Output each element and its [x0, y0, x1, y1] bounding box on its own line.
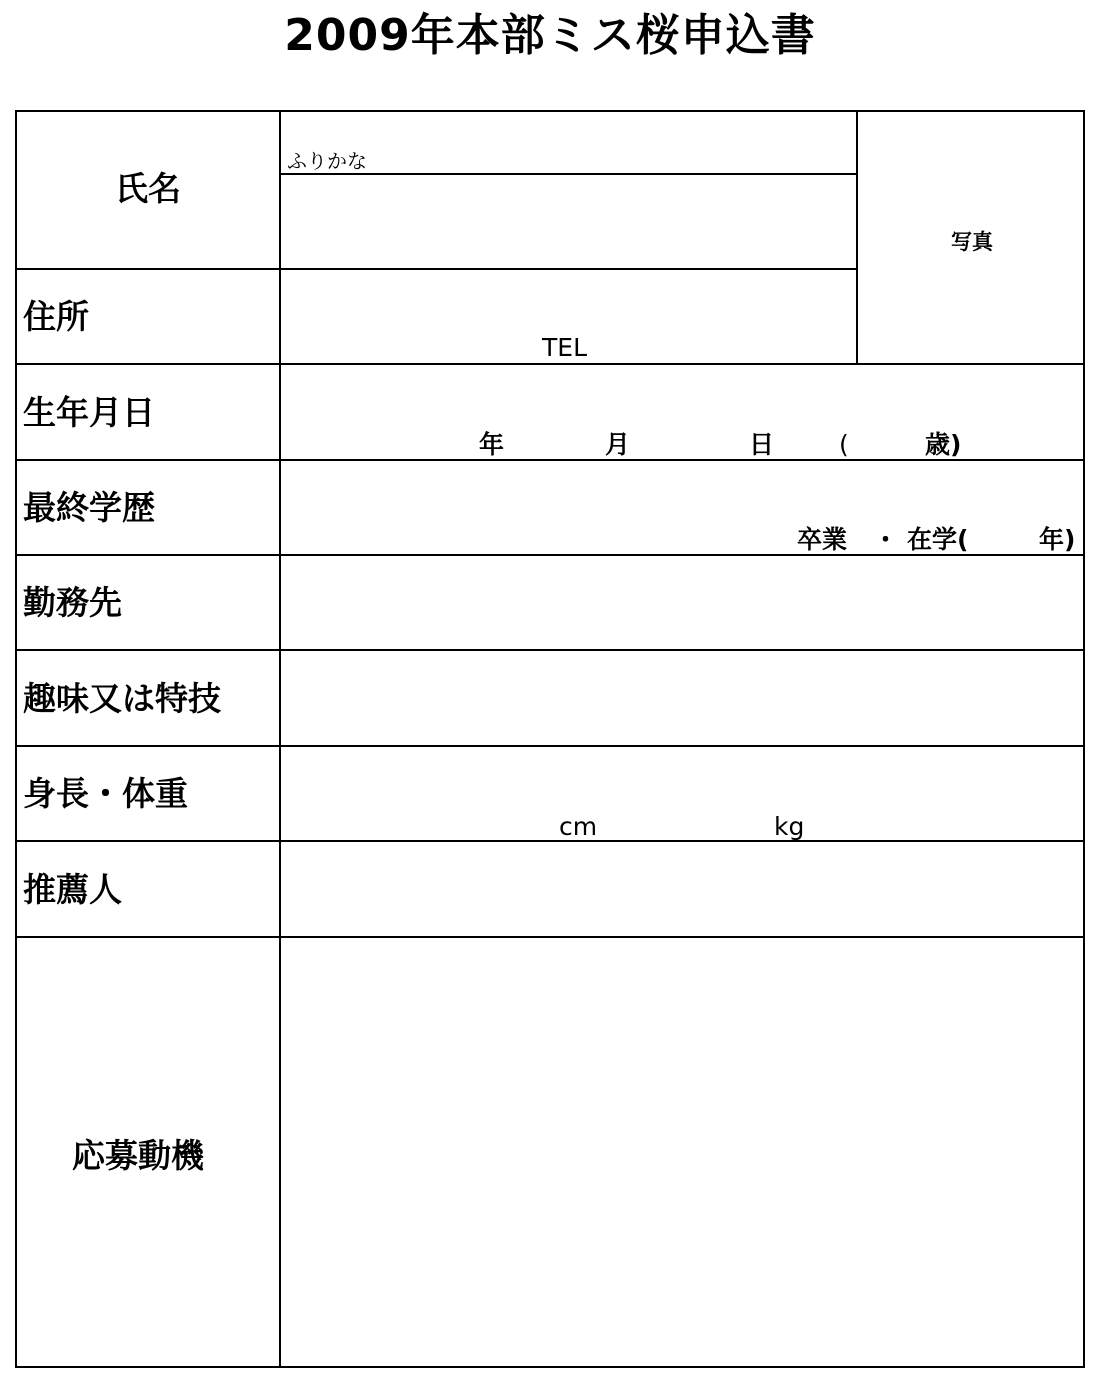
education-label: 最終学歴 — [23, 488, 155, 527]
furigana-label: ふりかな — [287, 149, 367, 173]
application-form — [15, 110, 1085, 1368]
employer-field[interactable] — [281, 556, 1083, 648]
birth-date-label: 生年月日 — [23, 393, 155, 432]
age-unit: 歳) — [925, 430, 962, 459]
graduated-label: 卒業 — [797, 525, 848, 554]
education-separator: ・ — [873, 525, 899, 554]
age-paren-open: ( — [839, 430, 849, 459]
photo-label: 写真 — [951, 230, 993, 254]
name-label: 氏名 — [115, 169, 181, 208]
motivation-label: 応募動機 — [72, 1136, 204, 1175]
name-field[interactable] — [281, 175, 855, 267]
motivation-field[interactable] — [281, 938, 1083, 1366]
hobby-field[interactable] — [281, 651, 1083, 744]
birth-month-unit: 月 — [605, 430, 631, 459]
weight-unit: kg — [774, 812, 805, 841]
height-weight-label: 身長・体重 — [23, 774, 188, 813]
height-weight-field[interactable] — [281, 747, 1083, 839]
tel-label: TEL — [542, 333, 587, 362]
enrolled-year-unit: 年) — [1039, 525, 1076, 554]
address-label: 住所 — [23, 297, 89, 336]
birth-year-unit: 年 — [479, 430, 505, 459]
enrolled-label: 在学( — [907, 525, 969, 554]
page-title: 2009年本部ミス桜申込書 — [284, 10, 816, 61]
furigana-field[interactable] — [281, 112, 855, 172]
education-field[interactable] — [281, 461, 1083, 553]
employer-label: 勤務先 — [23, 583, 122, 622]
recommender-field[interactable] — [281, 842, 1083, 935]
birth-day-unit: 日 — [749, 430, 775, 459]
hobby-label: 趣味又は特技 — [23, 679, 221, 718]
height-unit: cm — [559, 812, 598, 841]
address-field[interactable] — [281, 270, 855, 362]
recommender-label: 推薦人 — [23, 870, 122, 909]
birth-date-field[interactable] — [281, 365, 1083, 458]
